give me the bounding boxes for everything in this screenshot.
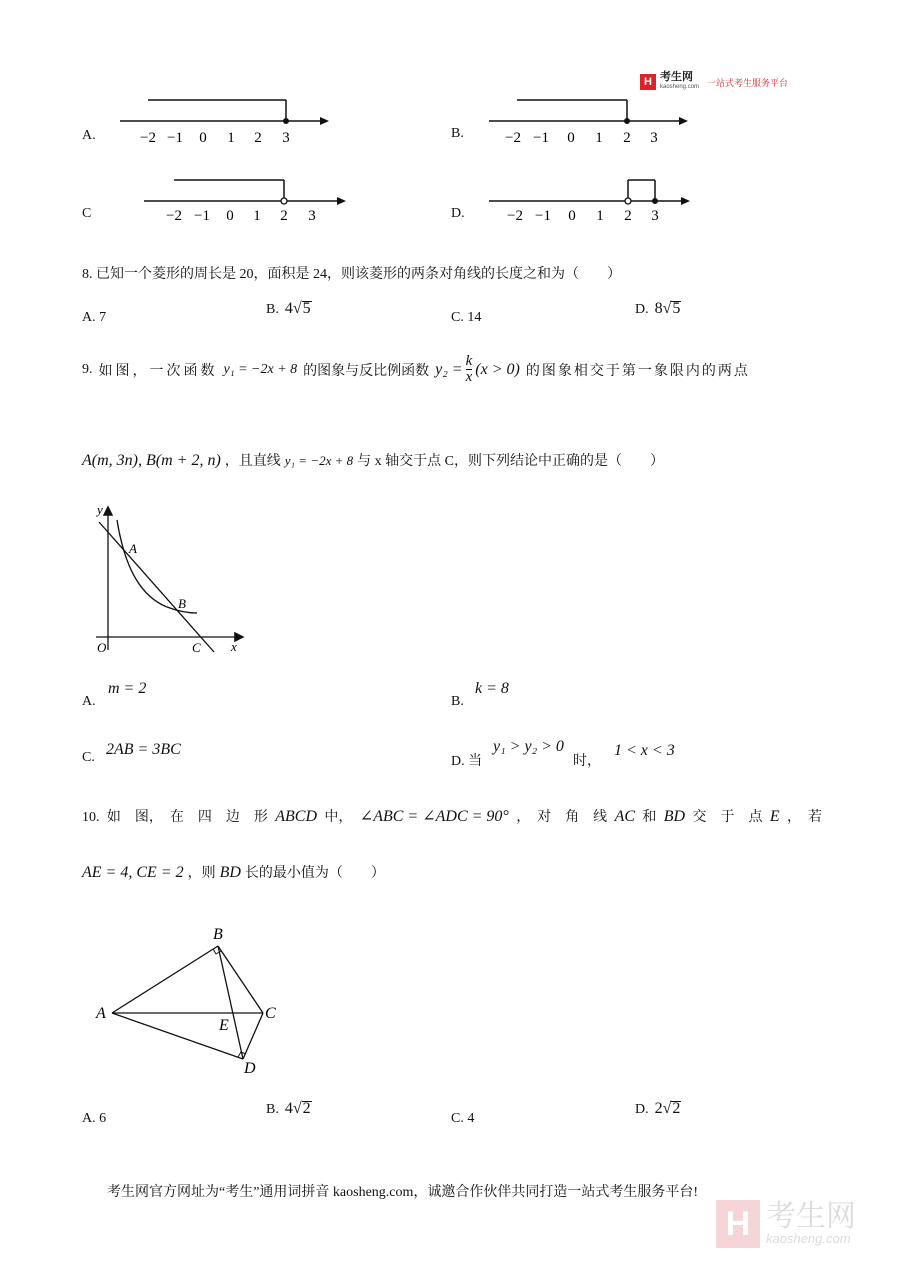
origin-label: O: [97, 640, 107, 655]
linear-function: y₁ = −2x + 8: [223, 361, 298, 377]
q8-choice-d[interactable]: [635, 300, 681, 318]
tick-label: 0: [226, 208, 234, 224]
angle-condition: ∠ABC = ∠ADC = 90°: [359, 808, 509, 825]
linear-function: y₁ = −2x + 8: [284, 453, 354, 468]
q8-choice-b[interactable]: [266, 300, 312, 318]
radical-expr: 2√2: [654, 1100, 681, 1117]
q9-choice-a[interactable]: A. m = 2: [82, 680, 147, 709]
tick-label: 1: [253, 208, 261, 224]
footer-text: 考生网官方网址为“考生”通用词拼音 kaosheng.com，诚邀合作伙伴共同打造一站式考生服务平台!: [107, 1185, 699, 1200]
footer-watermark: [716, 1200, 856, 1248]
numberline-b: [484, 90, 704, 146]
vertex-label-c: C: [265, 1005, 276, 1022]
q9-choice-d[interactable]: D. 当 y₁ > y₂ > 0 时， 1 < x < 3: [451, 738, 675, 769]
tick-label: 1: [596, 208, 604, 224]
tick-label: 3: [650, 130, 658, 146]
tick-label: −1: [167, 130, 183, 146]
tick-label: −1: [533, 130, 549, 146]
tick-label: 3: [308, 208, 316, 224]
watermark-name: 考生网: [766, 1199, 856, 1234]
q9-stem-line2: A(m, 3n), B(m + 2, n) ，且直线 y₁ = −2x + 8 与 x 轴交于点 C，则下列结论中正确的是（ ）: [82, 452, 664, 469]
vertex-label-a: A: [96, 1005, 106, 1022]
radical-expr: 8√5: [654, 300, 681, 317]
tick-label: 0: [199, 130, 207, 146]
tick-label: −2: [140, 130, 156, 146]
inverse-function: y₂ = $\frac{k}{x}$ (x > 0): [435, 353, 520, 385]
q8-choice-a[interactable]: A. 7: [82, 310, 107, 325]
q8-choice-c[interactable]: C. 14: [451, 310, 482, 325]
axis-label-y: y: [97, 502, 103, 517]
tick-label: 2: [280, 208, 288, 224]
q10-figure: [92, 920, 292, 1080]
q10-choice-c[interactable]: C. 4: [451, 1111, 475, 1126]
numberline-c: [142, 170, 352, 226]
point-label-c: C: [192, 640, 201, 655]
q9-choice-c[interactable]: C. 2AB = 3BC: [82, 741, 181, 765]
tick-label: −1: [535, 208, 551, 224]
q9-figure: [92, 500, 252, 660]
tick-label: 0: [568, 208, 576, 224]
logo-domain: kaosheng.com: [660, 84, 700, 90]
logo-mark-icon: H: [640, 74, 656, 90]
point-label-a: A: [129, 541, 137, 556]
radical-expr: 4√2: [284, 1100, 311, 1117]
axis-label-x: x: [231, 639, 237, 654]
logo-name: 考生网: [660, 70, 693, 83]
tick-label: −2: [507, 208, 523, 224]
tick-label: 2: [254, 130, 262, 146]
vertex-label-e: E: [219, 1017, 229, 1034]
vertex-label-d: D: [244, 1060, 256, 1077]
choice-label: B.: [266, 1102, 279, 1117]
tick-label: 1: [227, 130, 235, 146]
numberline-option-d-label: D.: [451, 206, 465, 221]
q9-stem-line1: 9. 如图，一次函数 y₁ = −2x + 8 的图象与反比例函数 y₂ = $\frac{k}{x}$ (x > 0) 的图象相交于第一象限内的两点: [82, 353, 750, 385]
numberline-d: [484, 170, 704, 226]
tick-label: 0: [567, 130, 575, 146]
given-lengths: AE = 4, CE = 2: [82, 864, 184, 881]
tick-label: 1: [595, 130, 603, 146]
logo-slogan: 一站式考生服务平台: [707, 78, 789, 89]
watermark-logo-icon: H: [716, 1200, 760, 1248]
choice-label: D.: [635, 1102, 649, 1117]
numberline-option-a-label: A.: [82, 128, 96, 143]
q10-choice-a[interactable]: A. 6: [82, 1111, 107, 1126]
tick-label: 2: [623, 130, 631, 146]
numberline-option-b-label: B.: [451, 126, 464, 141]
vertex-label-b: B: [213, 926, 223, 943]
q8-stem: 8. 已知一个菱形的周长是 20，面积是 24，则该菱形的两条对角线的长度之和为（ ）: [82, 267, 621, 282]
header-logo[interactable]: [640, 72, 788, 92]
q10-choice-d[interactable]: [635, 1100, 681, 1118]
q10-stem-line2: AE = 4, CE = 2 ，则 BD 长的最小值为（ ）: [82, 864, 385, 881]
radical-expr: 4√5: [284, 300, 311, 317]
numberline-a: [115, 90, 335, 146]
q10-choice-b[interactable]: [266, 1100, 312, 1118]
tick-label: −1: [194, 208, 210, 224]
choice-label: B.: [266, 302, 279, 317]
q9-choice-b[interactable]: B. k = 8: [451, 680, 509, 709]
tick-label: 3: [282, 130, 290, 146]
point-label-b: B: [178, 596, 186, 611]
watermark-domain: kaosheng.com: [766, 1231, 851, 1246]
tick-label: 2: [624, 208, 632, 224]
tick-label: −2: [166, 208, 182, 224]
choice-label: D.: [635, 302, 649, 317]
q10-stem-line1: 10. 如 图， 在 四 边 形 ABCD 中， ∠ABC = ∠ADC = 90° ， 对 角 线 AC 和 BD 交 于 点 E ， 若: [82, 808, 822, 825]
tick-label: 3: [651, 208, 659, 224]
points-ab: A(m, 3n), B(m + 2, n): [82, 452, 221, 469]
numberline-option-c-label: C: [82, 206, 92, 221]
tick-label: −2: [505, 130, 521, 146]
